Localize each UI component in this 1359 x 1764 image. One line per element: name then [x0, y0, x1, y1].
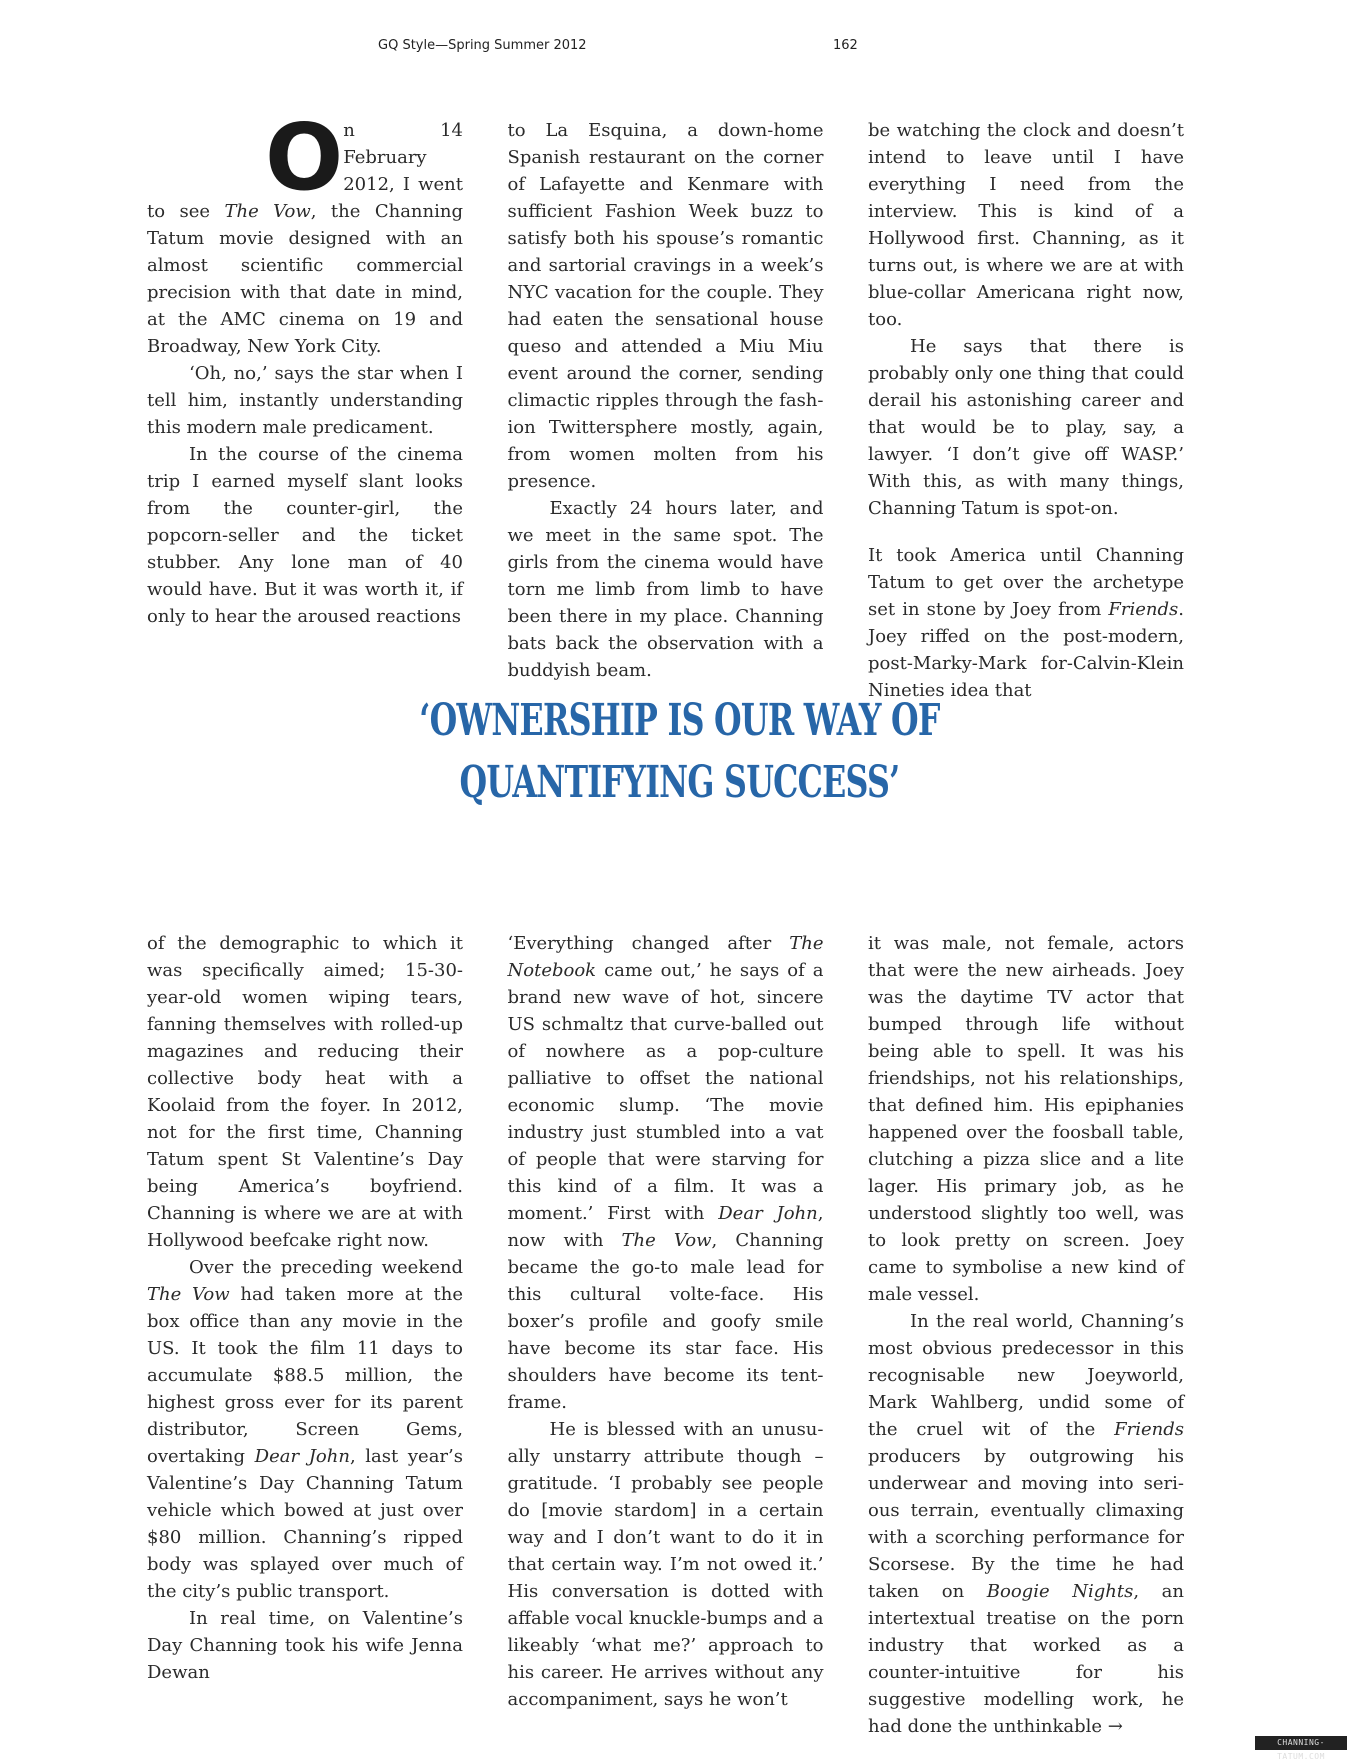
- article-paragraph: He says that there is probably only one thing that could derail his astonishing career and that would be to play, say, a lawyer. ‘I don’t give off WASP.’ With this, as with many things, Channing Tatum is spot-on.: [868, 336, 1184, 519]
- article-paragraph: be watching the clock and doesn’t intend to leave until I have everything I need from the interview. This is kind of a Hollywood first. Channing, as it turns out, is where we are at with blue-collar Americana right now, too.: [868, 120, 1184, 330]
- article-paragraph: Over the preceding weekend The Vow had taken more at the box office than any movie in the US. It took the film 11 days to accumulate $88.5 million, the highest gross ever for its parent distributor, Screen Gems, overtaking Dear John, last year’s Valentine’s Day Channing Tatum vehicle which bowed at just over $80 million. Channing’s ripped body was splayed over much of the city’s public transport.: [147, 1257, 463, 1602]
- site-watermark: CHANNING-TATUM.COM: [1255, 1736, 1347, 1750]
- article-paragraph: In the course of the cinema trip I earned myself slant looks from the counter-girl, the popcorn-seller and the ticket stubber. Any lone man of 40 would have. But it was worth it, if only to hear the aroused reactions: [147, 444, 463, 627]
- bottom-column-3: [868, 930, 1184, 1740]
- pull-quote: [190, 690, 1168, 814]
- pull-quote-line-2: QUANTIFYING SUCCESS’: [459, 757, 900, 808]
- top-column-1: [147, 104, 463, 704]
- paragraph-text: n 14 February 2012, I went to see The Vow, the Channing Tatum movie designed with an almost scientific commercial precision with that date in mind, at the AMC cinema on 19 and Broadway, New York City.: [147, 120, 463, 357]
- article-paragraph: it was male, not female, actors that were the new airheads. Joey was the daytime TV actor that bumped through life without being able to spell. It was his friendships, not his relationships, that defined him. His epiphanies happened over the foosball table, clutching a pizza slice and a lite lager. His primary job, as he understood slightly too well, was to look pretty on screen. Joey came to symbolise a new kind of male vessel.: [868, 933, 1184, 1305]
- bottom-column-1: [147, 930, 463, 1740]
- article-paragraph: Exactly 24 hours later, and we meet in the same spot. The girls from the cinema would have torn me limb from limb to have been there in my place. Channing bats back the observation with a buddyish beam.: [507, 498, 824, 681]
- article-paragraph: ‘Everything changed after The Notebook came out,’ he says of a brand new wave of hot, sincere US schmaltz that curve-balled out of nowhere as a pop-culture palliative to offset the national economic slump. ‘The movie industry just stumbled into a vat of people that were starving for this kind of a film. It was a moment.’ First with Dear John, now with The Vow, Channing became the go-to male lead for this cultural volte-face. His boxer’s profile and goofy smile have become its star face. His shoulders have become its tent-frame.: [507, 933, 824, 1413]
- top-columns: [147, 104, 1184, 704]
- page-header: [0, 38, 1359, 58]
- pull-quote-line-1: ‘OWNERSHIP IS OUR WAY OF: [419, 695, 940, 746]
- article-paragraph: of the demographic to which it was specifically aimed; 15-30-year-old women wiping tears, fanning themselves with rolled-up magazines and reducing their collective body heat with a Koolaid from the foyer. In 2012, not for the first time, Channing Tatum spent St Valentine’s Day being America’s boyfriend. Channing is where we are at with Hollywood beefcake right now.: [147, 933, 463, 1251]
- top-column-3: [868, 117, 1184, 704]
- article-paragraph: It took America until Channing Tatum to get over the archetype set in stone by Joey from Friends. Joey riffed on the post-modern, post-Marky-Mark for-Calvin-Klein Nineties idea that: [868, 545, 1184, 701]
- article-paragraph: In real time, on Valentine’s Day Channing took his wife Jenna Dewan: [147, 1608, 463, 1683]
- page-number: 162: [833, 38, 858, 53]
- article-paragraph: [147, 104, 463, 360]
- bottom-column-2: [508, 930, 824, 1740]
- bottom-columns: [147, 930, 1184, 1740]
- publication-title: GQ Style—Spring Summer 2012: [378, 38, 587, 53]
- article-paragraph: He is blessed with an unusually unstarry attribute though – gratitude. ‘I probably see people do [movie stardom] in a certain way and I don’t want to do it in that certain way. I’m not owed it.’ His conversation is dotted with affable vocal knuckle-bumps and a likeably ‘what me?’ approach to his career. He arrives without any accompaniment, says he won’t: [507, 1419, 824, 1710]
- drop-cap: O: [265, 104, 340, 211]
- article-paragraph: In the real world, Channing’s most obvious predecessor in this recognisable new Joeyworld, Mark Wahlberg, undid some of the cruel wit of the Friends producers by outgrowing his underwear and moving into serious terrain, eventually climaxing with a scorching performance for Scorsese. By the time he had taken on Boogie Nights, an intertextual treatise on the porn industry that worked as a counter-intuitive for his suggestive modelling work, he had done the unthinkable →: [868, 1311, 1184, 1737]
- top-column-2: [508, 117, 824, 704]
- article-paragraph: ‘Oh, no,’ says the star when I tell him, instantly understanding this modern male predicament.: [147, 363, 463, 438]
- article-paragraph: to La Esquina, a down-home Spanish restaurant on the corner of Lafayette and Kenmare with sufficient Fashion Week buzz to satisfy both his spouse’s romantic and sartorial cravings in a week’s NYC vacation for the couple. They had eaten the sensational house queso and attended a Miu Miu event around the corner, sending climactic ripples through the fashion Twittersphere mostly, again, from women molten from his presence.: [507, 120, 824, 492]
